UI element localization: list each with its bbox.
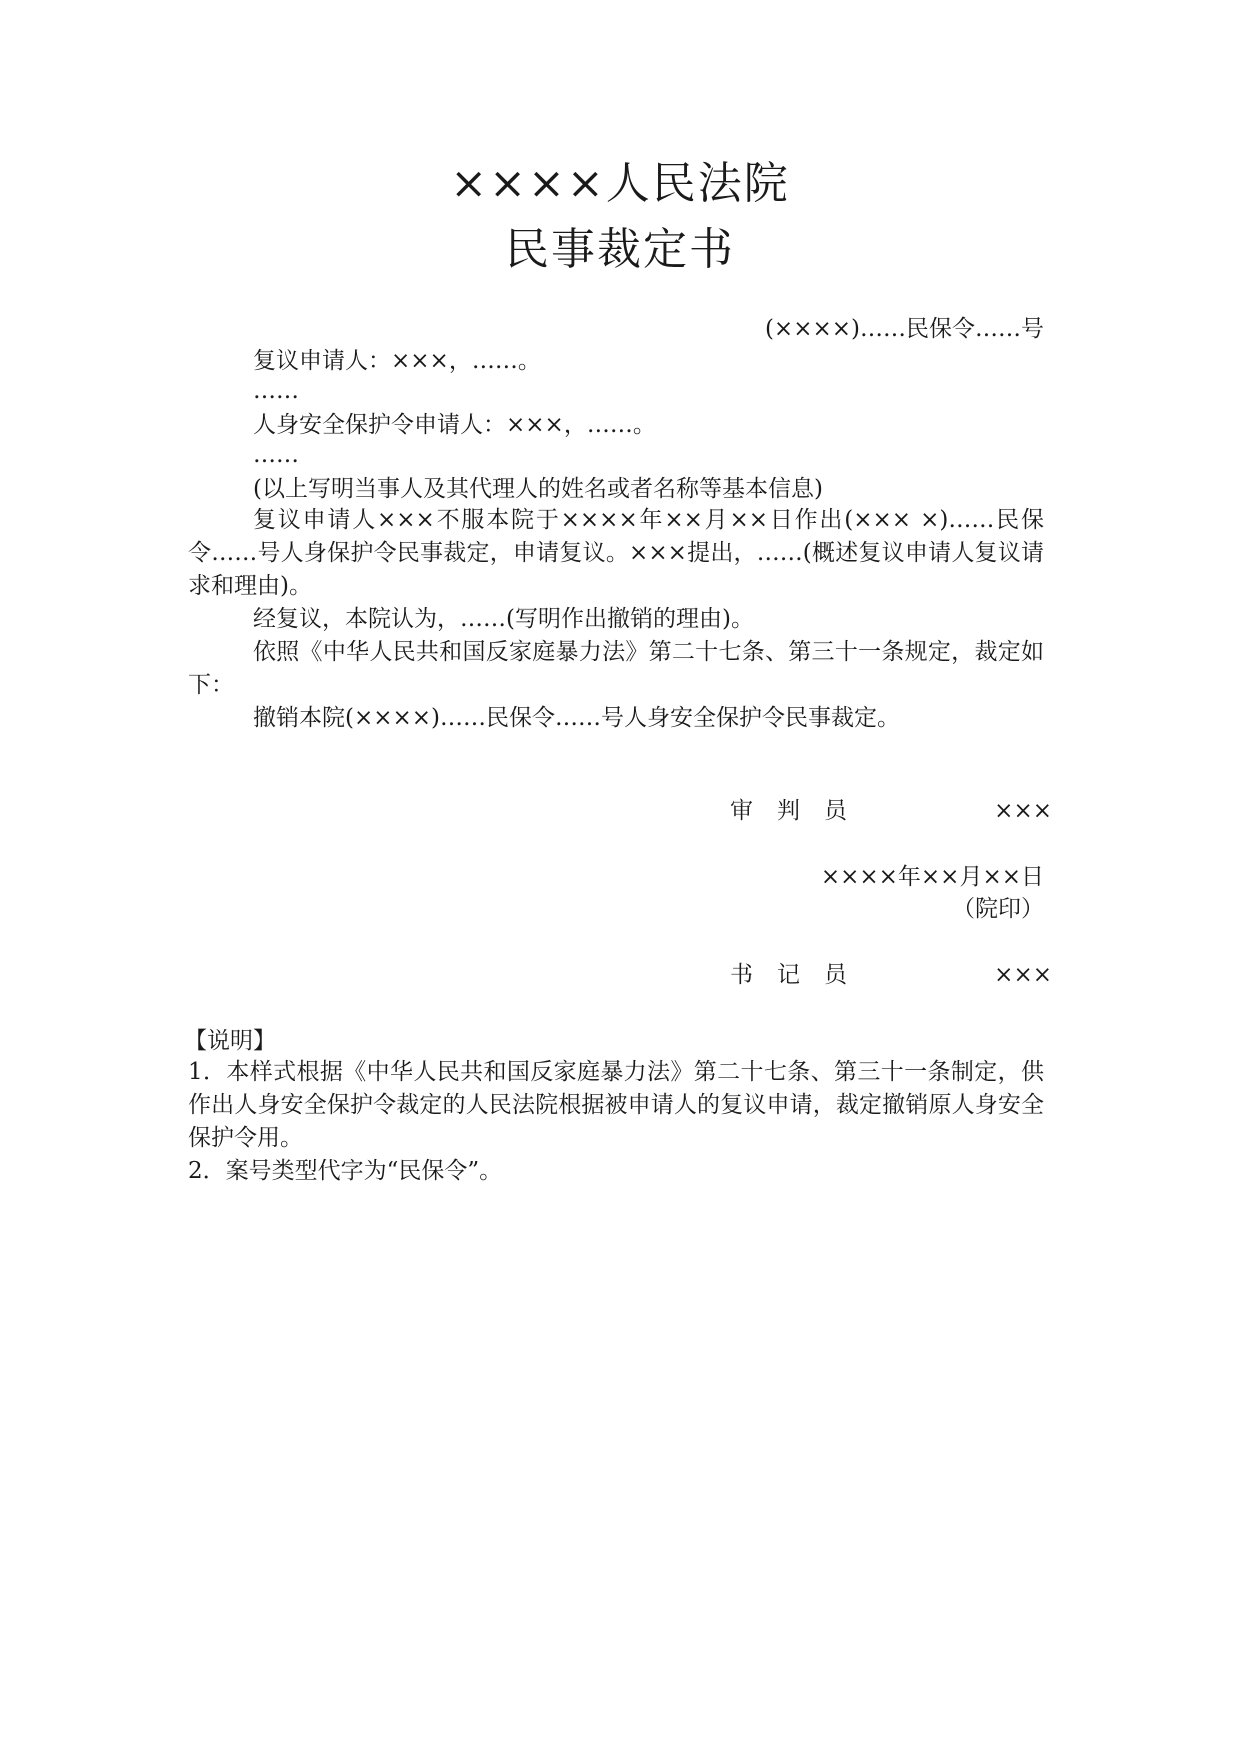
notes-item-2: 2．案号类型代字为“民保令”。 — [188, 1158, 503, 1184]
clerk-title: 书记员 — [730, 962, 871, 988]
notes-heading: 【说明】 — [184, 1028, 276, 1054]
ruling-date: ××××年××月××日 — [820, 864, 1044, 890]
judge-title: 审判员 — [730, 798, 871, 824]
document-title: 民事裁定书 — [505, 224, 735, 275]
court-seal: （院印） — [952, 896, 1044, 922]
party-info-note: (以上写明当事人及其代理人的姓名或者名称等基本信息) — [253, 476, 823, 502]
case-number: (××××)……民保令……号 — [764, 316, 1044, 342]
judge-name: ××× — [994, 798, 1052, 824]
body-paragraph-2: 经复议，本院认为，……(写明作出撤销的理由)。 — [253, 606, 754, 632]
notes-item-1: 1．本样式根据《中华人民共和国反家庭暴力法》第二十七条、第三十一条制定，供作出人身安全保护令裁定的人民法院根据被申请人的复议申请，裁定撤销原人身安全保护令用。 — [188, 1059, 1044, 1151]
party-protection-applicant-ellipsis: …… — [253, 442, 299, 468]
court-name: ××××人民法院 — [450, 158, 790, 209]
ruling-paragraph: 撤销本院(××××)……民保令……号人身安全保护令民事裁定。 — [253, 705, 901, 731]
body-paragraph-1: 复议申请人×××不服本院于××××年××月××日作出(××× ×)……民保令……号人身保护令民事裁定，申请复议。×××提出，……(概述复议申请人复议请求和理由)。 — [188, 507, 1044, 599]
party-protection-applicant: 人身安全保护令申请人：×××，……。 — [253, 412, 656, 438]
party-applicant-ellipsis: …… — [253, 378, 299, 404]
body-paragraph-3: 依照《中华人民共和国反家庭暴力法》第二十七条、第三十一条规定，裁定如下： — [188, 639, 1044, 698]
party-applicant: 复议申请人：×××，……。 — [253, 348, 541, 374]
clerk-name: ××× — [994, 962, 1052, 988]
